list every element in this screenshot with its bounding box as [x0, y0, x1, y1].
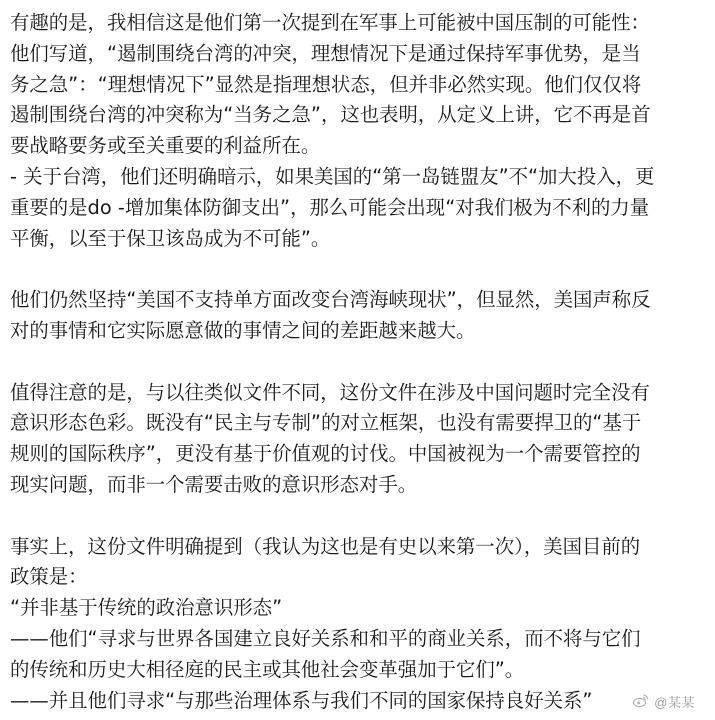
text-line: 规则的国际秩序”，更没有基于价值观的讨伐。中国被视为一个需要管控的 — [10, 442, 641, 466]
text-line: 务之急”：“理想情况下”显然是指理想状态，但并非必然实现。他们仅仅将 — [10, 72, 642, 96]
text-line: 有趣的是，我相信这是他们第一次提到在军事上可能被中国压制的可能性： — [10, 11, 650, 34]
text-line: - 关于台湾，他们还明确暗示，如果美国的“第一岛链盟友”不“加大投入，更 — [10, 164, 655, 188]
text-line: 意识形态色彩。既没有“民主与专制”的对立框架，也没有需要捍卫的“基于 — [10, 411, 642, 435]
paragraph-1 — [10, 8, 710, 254]
text-line: 平衡，以至于保卫该岛成为不可能”。 — [10, 226, 331, 250]
watermark-text: @某某 — [654, 694, 695, 710]
paragraph-2 — [10, 285, 710, 347]
text-line: 遏制围绕台湾的冲突称为“当务之急”，这也表明，从定义上讲，它不再是首 — [10, 103, 651, 127]
text-line: 要战略要务或至关重要的利益所在。 — [10, 134, 321, 158]
paragraph-gap — [10, 347, 710, 378]
paragraph-3 — [10, 378, 710, 501]
paragraph-4 — [10, 532, 710, 717]
text-line: 政策是： — [10, 565, 88, 589]
text-line: 他们写道，“遏制围绕台湾的冲突，理想情况下是通过保持军事优势，是当 — [10, 41, 641, 65]
text-line: “并非基于传统的政治意识形态” — [10, 596, 283, 620]
paragraph-gap — [10, 254, 710, 285]
text-line: 的传统和历史大相径庭的民主或其他社会变革强加于它们”。 — [10, 657, 525, 681]
text-line: 事实上，这份文件明确提到（我认为这也是有史以来第一次），美国目前的 — [10, 534, 641, 558]
paragraph-gap — [10, 501, 710, 532]
text-line: ——他们“寻求与世界各国建立良好关系和和平的商业关系，而不将与它们 — [10, 626, 641, 650]
text-line: ——并且他们寻求“与那些治理体系与我们不同的国家保持良好关系” — [10, 688, 593, 712]
text-line: 现实问题，而非一个需要击败的意识形态对手。 — [10, 472, 418, 496]
text-line: 值得注意的是，与以往类似文件不同，这份文件在涉及中国问题时完全没有 — [10, 380, 650, 404]
watermark — [626, 690, 701, 712]
text-line: 重要的是do -增加集体防御支出”，那么可能会出现“对我们极为不利的力量 — [10, 195, 650, 219]
article-body — [10, 8, 710, 716]
weibo-logo-icon — [632, 692, 650, 710]
text-line: 他们仍然坚持“美国不支持单方面改变台湾海峡现状”，但显然，美国声称反 — [10, 288, 651, 312]
text-line: 对的事情和它实际愿意做的事情之间的差距越来越大。 — [10, 318, 476, 342]
